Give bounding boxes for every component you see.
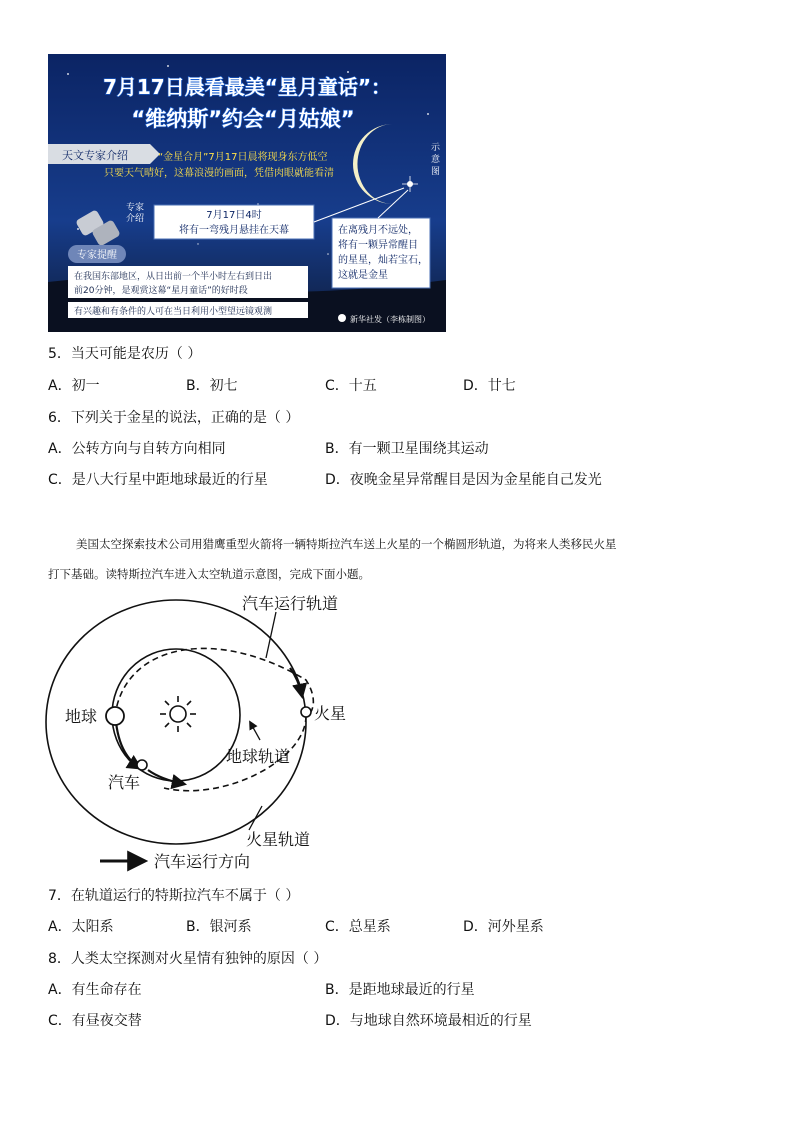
poster-reminder-tag: 专家提醒	[77, 250, 117, 261]
poster-side-label-2: 意	[431, 155, 441, 165]
q7-option-c[interactable]: C．总星系	[325, 919, 391, 935]
poster-box1-line2: 将有一弯残月悬挂在天幕	[179, 225, 289, 236]
poster-box2-line3: 的星星，灿若宝石，	[338, 255, 428, 266]
poster-box2-line1: 在离残月不远处，	[338, 225, 418, 236]
poster-title-line2: “维纳斯”约会“月姑娘”	[131, 107, 355, 131]
poster-expert-intro-1: 专家	[126, 203, 145, 213]
passage-line2: 打下基础。读特斯拉汽车进入太空轨道示意图，完成下面小题。	[48, 567, 370, 581]
poster-expert-tag: 天文专家介绍	[62, 149, 128, 162]
q6-stem: 6．下列关于金星的说法，正确的是（ ）	[48, 410, 300, 426]
poster-reminder-line2: 前20分钟，是观赏这幕“星月童话”的好时段	[74, 286, 248, 296]
poster-box2-line2: 将有一颗异常醒目	[338, 240, 418, 251]
car-icon	[137, 760, 147, 770]
q8-option-c[interactable]: C．有昼夜交替	[48, 1013, 142, 1029]
legend-label: 汽车运行方向	[154, 852, 251, 871]
q7-option-b[interactable]: B．银河系	[186, 919, 252, 935]
q5-stem: 5．当天可能是农历（ ）	[48, 346, 202, 362]
label-mars-orbit: 火星轨道	[246, 830, 311, 849]
poster-side-label-1: 示	[431, 143, 441, 153]
q6-option-a[interactable]: A．公转方向与自转方向相同	[48, 441, 226, 457]
q8-option-a[interactable]: A．有生命存在	[48, 982, 142, 998]
sun-icon	[160, 696, 196, 732]
q8-option-b[interactable]: B．是距地球最近的行星	[325, 982, 475, 998]
poster-image	[48, 54, 446, 332]
orbit-diagram	[44, 590, 364, 880]
q5-option-a[interactable]: A．初一	[48, 378, 100, 394]
poster-intro-line2: 只要天气晴好，这幕浪漫的画面，凭借肉眼就能看清	[104, 168, 334, 179]
label-car-orbit: 汽车运行轨道	[242, 594, 339, 613]
q7-option-d[interactable]: D．河外星系	[463, 919, 544, 935]
poster-credit: 新华社发（李栋制图）	[350, 315, 430, 324]
q6-option-b[interactable]: B．有一颗卫星围绕其运动	[325, 441, 489, 457]
poster-intro-line1: “金星合月”7月17日晨将现身东方低空	[158, 152, 328, 163]
mars-icon	[301, 707, 311, 717]
label-mars: 火星	[314, 704, 347, 723]
q5-option-c[interactable]: C．十五	[325, 378, 377, 394]
poster-box2-line4: 这就是金星	[338, 270, 388, 281]
poster-reminder-line1: 在我国东部地区，从日出前一个半小时左右到日出	[74, 272, 273, 282]
label-earth: 地球	[65, 707, 98, 726]
passage-line1: 美国太空探索技术公司用猎鹰重型火箭将一辆特斯拉汽车送上火星的一个椭圆形轨道，为将来人类移民火星	[76, 537, 617, 551]
car-orbit-top	[115, 648, 313, 716]
orbit-diagram-graphic	[44, 590, 364, 880]
poster-expert-intro-2: 介绍	[126, 214, 145, 224]
poster-box1-line1: 7月17日4时	[206, 210, 262, 221]
label-earth-orbit: 地球轨道	[226, 747, 291, 766]
q6-option-d[interactable]: D．夜晚金星异常醒目是因为金星能自己发光	[325, 472, 602, 488]
earth-icon	[106, 707, 124, 725]
q5-option-d[interactable]: D．廿七	[463, 378, 516, 394]
q7-option-a[interactable]: A．太阳系	[48, 919, 114, 935]
q5-option-b[interactable]: B．初七	[186, 378, 238, 394]
label-car: 汽车	[108, 773, 141, 792]
poster-title-line1: 7月17日晨看最美“星月童话”：	[102, 75, 392, 99]
poster-graphic	[48, 54, 446, 332]
q7-stem: 7．在轨道运行的特斯拉汽车不属于（ ）	[48, 888, 300, 904]
q8-option-d[interactable]: D．与地球自然环境最相近的行星	[325, 1013, 532, 1029]
q8-stem: 8．人类太空探测对火星情有独钟的原因（ ）	[48, 951, 328, 967]
poster-side-label-3: 图	[431, 167, 441, 177]
q6-option-c[interactable]: C．是八大行星中距地球最近的行星	[48, 472, 268, 488]
poster-reminder-line3: 有兴趣和有条件的人可在当日利用小型望远镜观测	[74, 307, 273, 317]
